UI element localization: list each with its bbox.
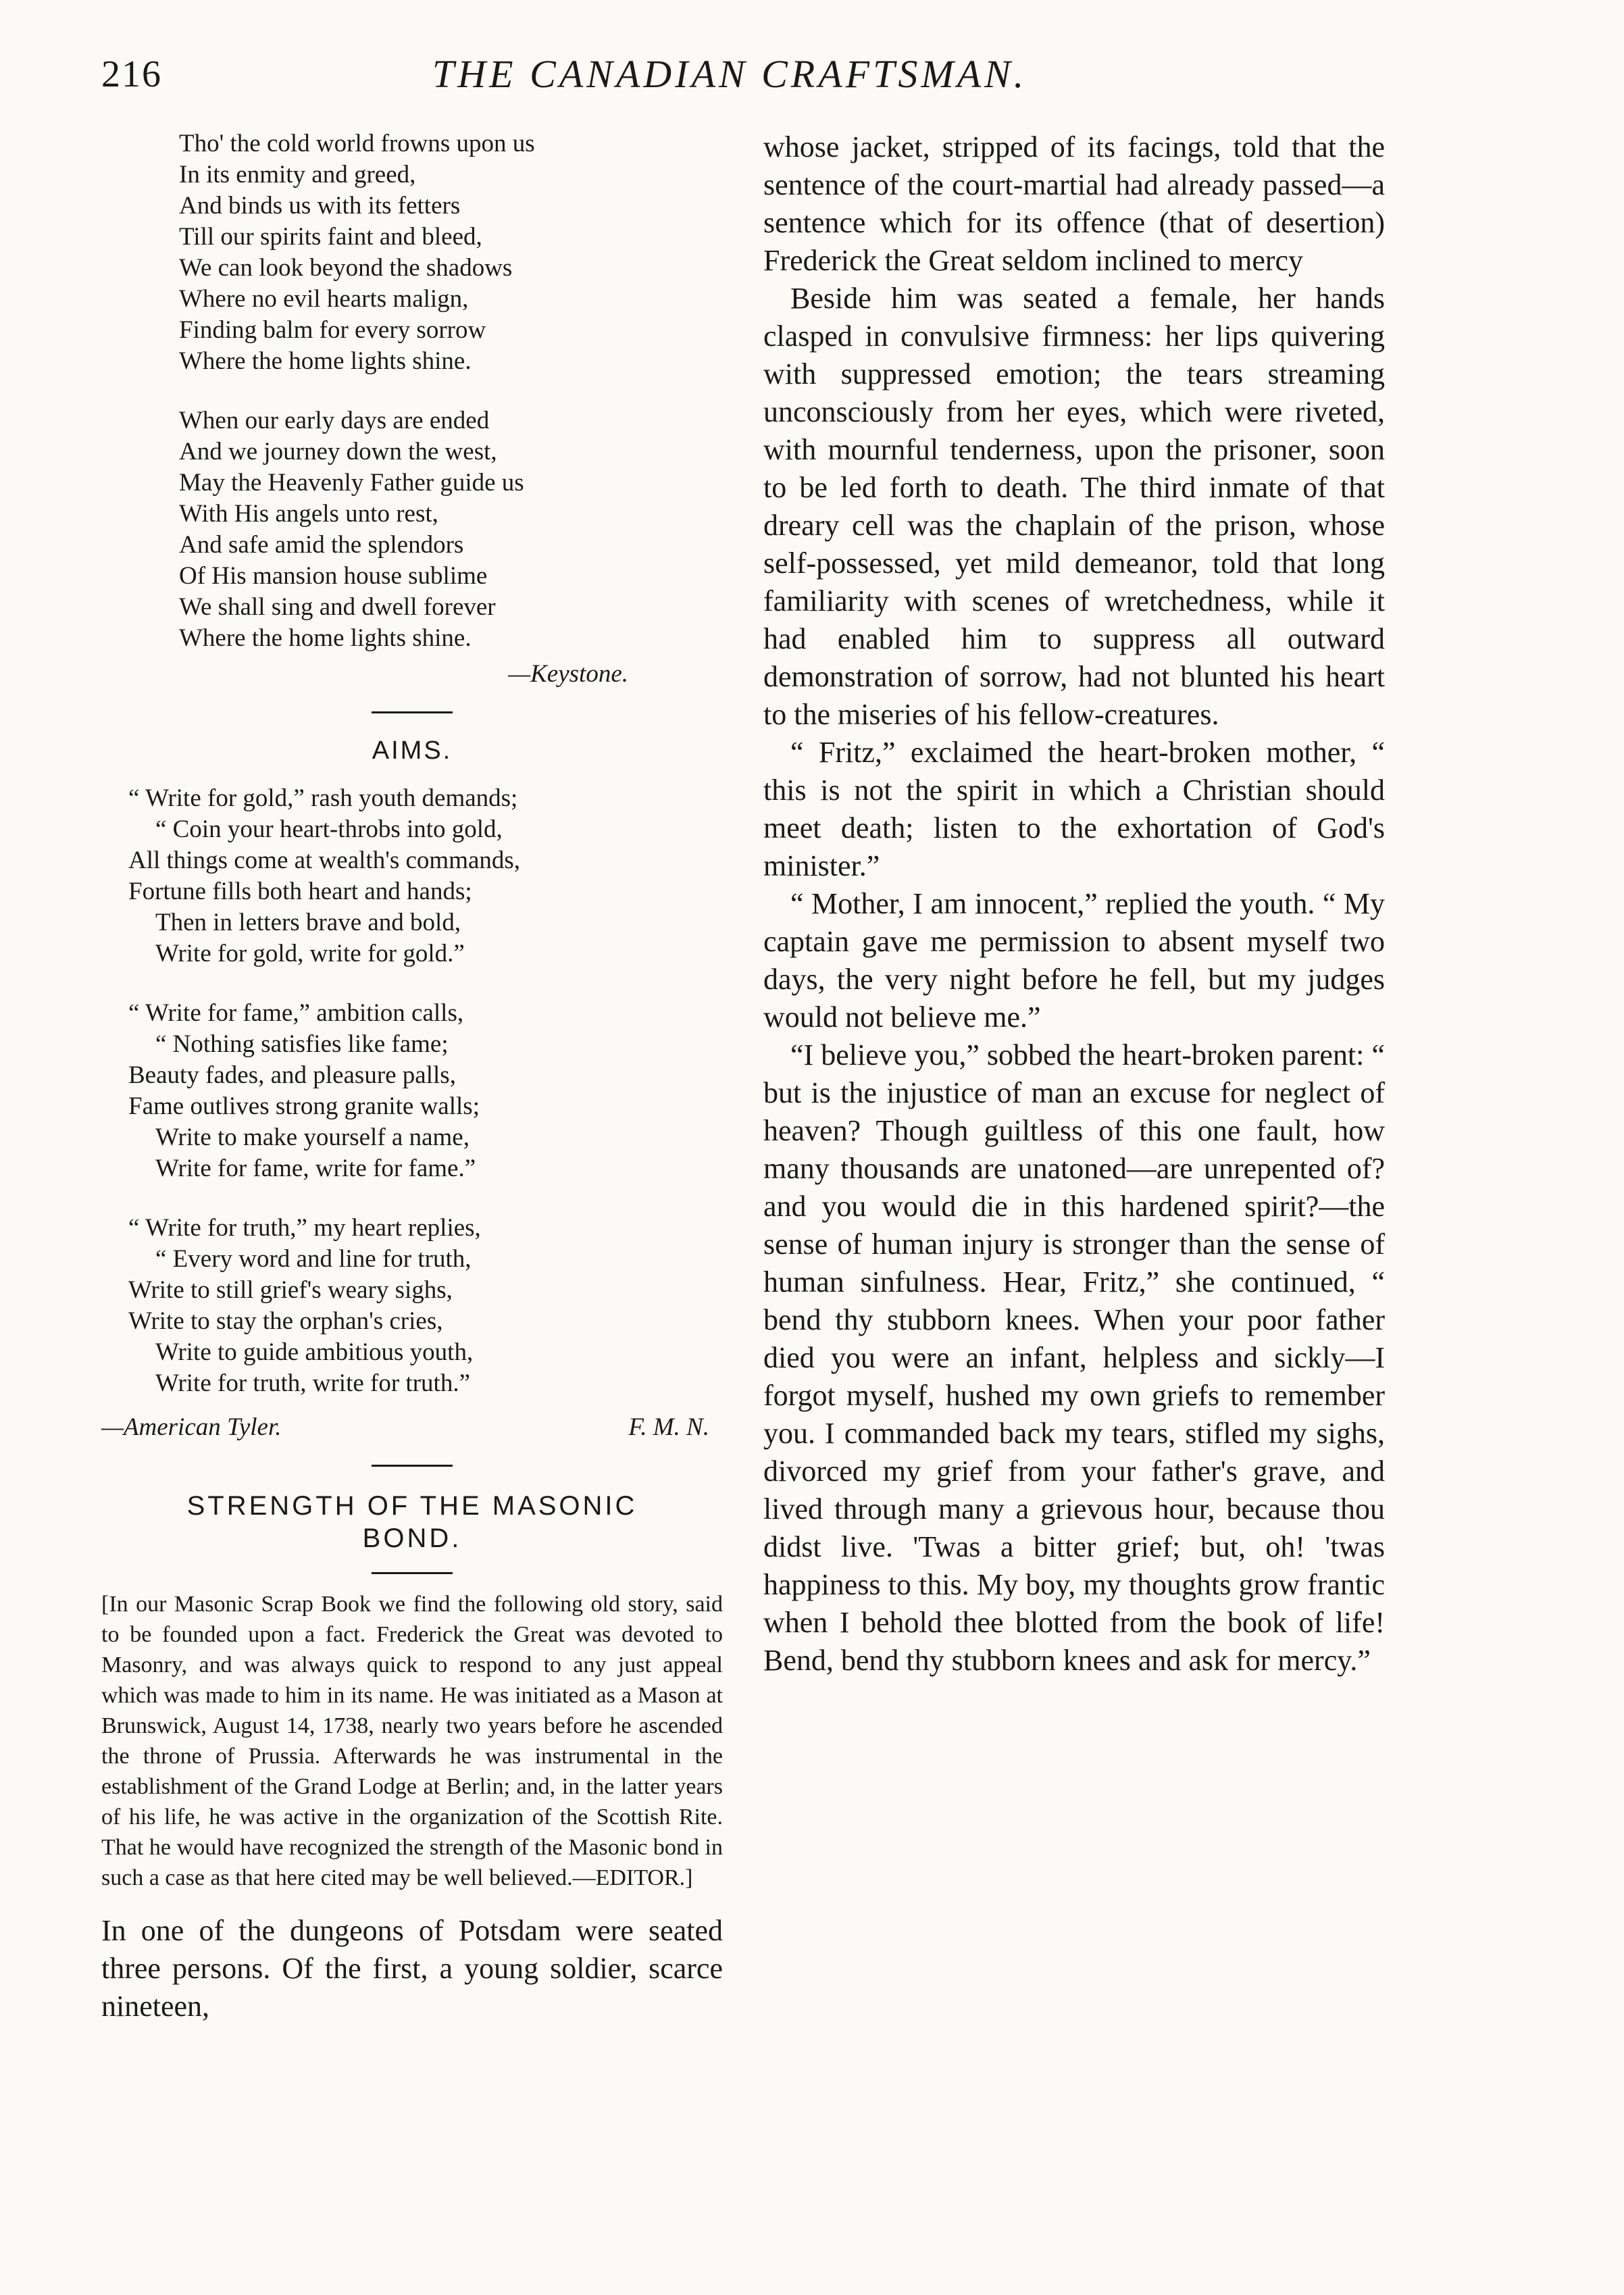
poem-line: “ Every word and line for truth,: [155, 1245, 472, 1273]
poem-line: All things come at wealth's commands,: [128, 847, 521, 874]
poem-line: Fame outlives strong granite walls;: [128, 1092, 480, 1120]
poem-line: Tho' the cold world frowns upon us: [179, 130, 535, 157]
article-title: [101, 1490, 723, 1555]
poem-line: Where the home lights shine.: [179, 624, 472, 652]
poem-line: Finding balm for every sorrow: [179, 316, 486, 344]
poem-line: “ Write for truth,” my heart replies,: [128, 1214, 481, 1242]
poem-line: Till our spirits faint and bleed,: [179, 223, 482, 251]
poem-line: “ Write for gold,” rash youth demands;: [128, 784, 518, 812]
poem-line: Write to guide ambitious youth,: [155, 1338, 474, 1366]
article-paragraph: “I believe you,” sobbed the heart-broken parent: “ but is the injustice of man an excuse for neglect of heaven? Though guiltless of this one fault, how many thousands are unatoned—are unrepented of? and you would die in this hardened spirit?—the sense of human injury is stronger than the sense of human sinfulness. Hear, Fritz,” she continued, “ bend thy stubborn knees. When your poor father died you were an infant, helpless and sickly—I forgot myself, hushed my own griefs to remember you. I commanded back my tears, stifled my sighs, divorced my grief from your father's grave, and lived through many a grievous hour, because thou didst live. 'Twas a bitter grief; but, oh! 'twas happiness to this. My boy, my thoughts grow frantic when I behold thee blotted from the book of life! Bend, bend thy stubborn knees and ask for mercy.”: [763, 1038, 1385, 1677]
poem-line: Write for fame, write for fame.”: [155, 1155, 476, 1182]
poem-line: Of His mansion house sublime: [179, 562, 488, 590]
poem-line: And we journey down the west,: [179, 438, 497, 465]
running-title: THE CANADIAN CRAFTSMAN.: [432, 52, 1027, 96]
poem-line: “ Coin your heart-throbs into gold,: [155, 815, 503, 843]
poem-attribution: —Keystone.: [508, 660, 628, 688]
article-paragraph: Beside him was seated a female, her hands clasped in convulsive firmness: her lips quivering with suppressed emotion; the tears streaming unconsciously from her eyes, which were riveted, with mournful tenderness, upon the prisoner, soon to be led forth to death. The third inmate of that dreary cell was the chaplain of the prison, whose self-possessed, yet mild demeanor, told that long familiarity with scenes of wretchedness, while it had enabled him to suppress all outward demonstration of sorrow, had not blunted his heart to the miseries of his fellow-creatures.: [763, 282, 1385, 731]
poem-line: And binds us with its fetters: [179, 192, 461, 220]
poem-stanza: [101, 998, 723, 1184]
aims-signature: [101, 1413, 723, 1442]
poem-line: Write to make yourself a name,: [155, 1124, 470, 1151]
poem-line: Write for gold, write for gold.”: [155, 940, 465, 967]
article-paragraph: In one of the dungeons of Potsdam were seated three persons. Of the first, a young soldier, scarce nineteen,: [101, 1914, 723, 2023]
title-divider: [372, 1572, 453, 1574]
poem-line: And safe amid the splendors: [179, 531, 464, 559]
article-paragraph: “ Mother, I am innocent,” replied the youth. “ My captain gave me permission to absent myself two days, the very night before he fell, but my judges would not believe me.”: [763, 887, 1385, 1034]
poem-stanza: [101, 1213, 723, 1399]
aims-title: AIMS.: [372, 736, 453, 765]
poem-line: May the Heavenly Father guide us: [179, 469, 524, 497]
editor-note: [In our Masonic Scrap Book we find the following old story, said to be founded upon a fact. Frederick the Great was devoted to Masonry, and was always quick to respond to any just appeal which was made to him in its name. He was initiated as a Mason at Brunswick, August 14, 1738, nearly two years before he ascended the throne of Prussia. Afterwards he was instrumental in the establishment of the Grand Lodge at Berlin; and, in the latter years of his life, he was active in the organization of the Scottish Rite. That he would have recognized the strength of the Masonic bond in such a case as that here cited may be well believed.—EDITOR.]: [101, 1592, 723, 1890]
section-divider: [372, 1465, 453, 1467]
article-paragraph: “ Fritz,” exclaimed the heart-broken mother, “ this is not the spirit in which a Christian should meet death; listen to the exhortation of God's minister.”: [763, 736, 1385, 882]
aims-initials: F. M. N.: [628, 1413, 709, 1441]
poem-line: We can look beyond the shadows: [179, 254, 513, 282]
poem-stanza: [101, 128, 723, 377]
poem-line: Write for truth, write for truth.”: [155, 1369, 470, 1397]
poem-line: Write to stay the orphan's cries,: [128, 1307, 443, 1335]
article-title-line: STRENGTH OF THE MASONIC: [186, 1491, 638, 1521]
poem-line: Where the home lights shine.: [179, 347, 472, 375]
poem-aims: [101, 783, 723, 1399]
aims-source: —American Tyler.: [101, 1413, 282, 1441]
poem-home-lights: [101, 128, 723, 654]
poem-line: Where no evil hearts malign,: [179, 285, 469, 313]
poem-line: Then in letters brave and bold,: [155, 909, 461, 936]
poem-stanza: [101, 405, 723, 654]
poem-line: Beauty fades, and pleasure palls,: [128, 1061, 456, 1089]
poem-line: We shall sing and dwell forever: [179, 593, 496, 621]
poem-line: In its enmity and greed,: [179, 161, 416, 188]
poem-line: When our early days are ended: [179, 407, 490, 434]
right-column: [763, 128, 1385, 1680]
poem-stanza: [101, 783, 723, 969]
poem-line: With His angels unto rest,: [179, 500, 438, 528]
article-paragraph: whose jacket, stripped of its facings, told that the sentence of the court-martial had already passed—a sentence which for its offence (that of desertion) Frederick the Great seldom inclined to mercy: [763, 130, 1385, 277]
poem-line: “ Write for fame,” ambition calls,: [128, 999, 464, 1027]
article-title-line: BOND.: [362, 1523, 462, 1553]
section-divider: [372, 711, 453, 713]
poem-line: “ Nothing satisfies like fame;: [155, 1030, 449, 1058]
page-number: 216: [101, 53, 162, 95]
poem-line: Fortune fills both heart and hands;: [128, 878, 472, 905]
poem-line: Write to still grief's weary sighs,: [128, 1276, 453, 1304]
left-column: [101, 128, 723, 2025]
